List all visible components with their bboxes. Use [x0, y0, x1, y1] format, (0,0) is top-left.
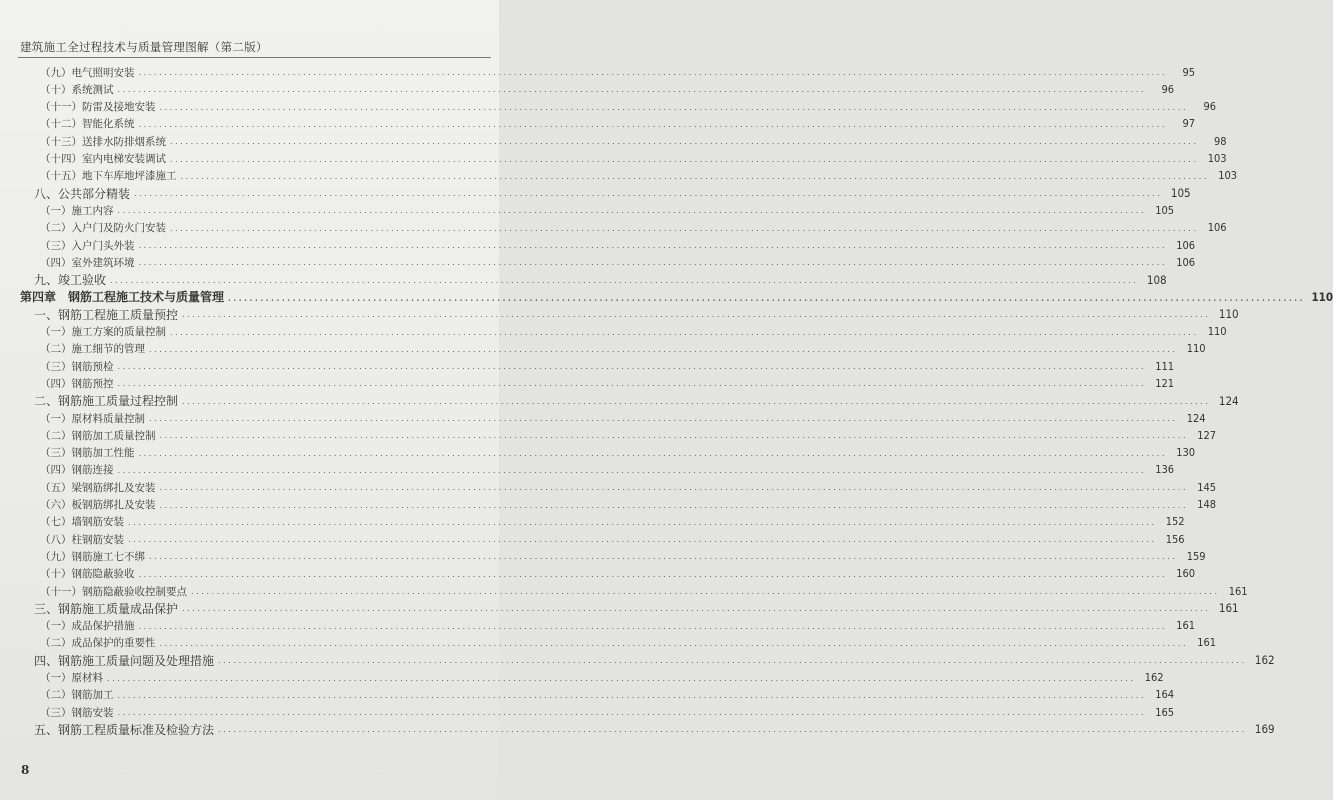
toc-entry-page: 108 — [1146, 272, 1167, 287]
toc-entry-page: 124 — [1218, 393, 1239, 408]
toc-entry-page: 103 — [1207, 152, 1227, 165]
toc-entry[interactable] — [34, 721, 1275, 737]
dot-leader: ........................................................................................................................................................................................................ — [218, 656, 1247, 666]
dot-leader: ........................................................................................................................................................................................................ — [117, 465, 1147, 475]
toc-entry-page: 96 — [1161, 82, 1175, 96]
running-header: 建筑施工全过程技术与质量管理图解（第二版） — [20, 40, 268, 54]
toc-entry-page: 156 — [1165, 532, 1185, 546]
toc-entry-page: 124 — [1186, 411, 1206, 425]
toc-entry[interactable] — [40, 202, 1175, 218]
toc-entry-title: （三）钢筋加工性能 — [40, 447, 135, 460]
toc-entry[interactable] — [40, 445, 1196, 461]
toc-entry-page: 145 — [1197, 480, 1217, 494]
toc-entry-page: 127 — [1197, 428, 1217, 442]
dot-leader: ........................................................................................................................................................................................................ — [107, 673, 1136, 683]
toc-entry[interactable] — [40, 375, 1175, 391]
dot-leader: ........................................................................................................................................................................................................ — [180, 171, 1210, 181]
toc-entry-title: （十一）钢筋隐蔽验收控制要点 — [40, 585, 187, 598]
toc-entry[interactable] — [40, 514, 1185, 530]
toc-entry-title: （五）梁钢筋绑扎及安装 — [40, 481, 156, 494]
toc-entry-title: （十）钢筋隐蔽验收 — [40, 568, 135, 581]
header-rule — [18, 57, 491, 58]
dot-leader: ........................................................................................................................................................................................................ — [170, 137, 1199, 147]
toc-entry-title: （十二）智能化系统 — [40, 118, 135, 131]
toc-entry[interactable] — [40, 531, 1185, 547]
toc-entry-title: （八）柱钢筋安装 — [40, 533, 124, 546]
toc-entry-title: （四）钢筋预控 — [40, 377, 114, 390]
toc-entry[interactable] — [40, 341, 1206, 357]
toc-entry[interactable] — [40, 566, 1196, 582]
toc-entry[interactable] — [40, 427, 1217, 443]
toc-entry-page: 160 — [1176, 567, 1196, 581]
toc-entry-title: （九）钢筋施工七不绑 — [40, 550, 145, 563]
toc-entry-title: （二）入户门及防火门安装 — [40, 222, 166, 235]
dot-leader: ........................................................................................................................................................................................................ — [159, 638, 1189, 648]
toc-entry-title: （十三）送排水防排烟系统 — [40, 135, 166, 148]
toc-entry-title: （一）成品保护措施 — [40, 620, 135, 633]
dot-leader: ........................................................................................................................................................................................................ — [159, 431, 1189, 441]
toc-entry[interactable] — [40, 479, 1217, 495]
toc-entry[interactable] — [40, 99, 1217, 115]
toc-entry-page: 105 — [1155, 203, 1175, 217]
toc-entry-page: 164 — [1155, 688, 1175, 702]
toc-entry-page: 106 — [1176, 238, 1196, 252]
dot-leader: ........................................................................................................................................................................................................ — [228, 292, 1306, 303]
toc-entry[interactable] — [34, 185, 1191, 201]
dot-leader: ........................................................................................................................................................................................................ — [117, 690, 1147, 700]
toc-entry-page: 110 — [1186, 342, 1206, 356]
toc-entry[interactable] — [40, 237, 1196, 253]
dot-leader: ........................................................................................................................................................................................................ — [170, 154, 1199, 164]
toc-entry-page: 169 — [1254, 722, 1275, 737]
toc-entry-page: 148 — [1197, 498, 1217, 511]
toc-entry[interactable] — [34, 306, 1239, 322]
toc-entry[interactable] — [34, 393, 1239, 409]
toc-entry[interactable] — [40, 410, 1206, 426]
dot-leader: ........................................................................................................................................................................................................ — [117, 85, 1147, 95]
toc-entry[interactable] — [20, 289, 1333, 305]
toc-entry[interactable] — [40, 151, 1227, 167]
toc-entry-title: （十一）防雷及接地安装 — [40, 101, 156, 114]
dot-leader: ........................................................................................................................................................................................................ — [159, 483, 1189, 493]
toc-entry[interactable] — [40, 324, 1227, 340]
dot-leader: ........................................................................................................................................................................................................ — [149, 552, 1178, 562]
dot-leader: ........................................................................................................................................................................................................ — [138, 241, 1168, 250]
toc-entry[interactable] — [40, 704, 1175, 720]
toc-entry[interactable] — [34, 600, 1239, 616]
toc-entry-page: 110 — [1207, 325, 1227, 338]
toc-entry[interactable] — [40, 462, 1175, 478]
toc-entry-page: 152 — [1165, 515, 1185, 529]
toc-entry[interactable] — [40, 358, 1175, 374]
toc-entry-page: 111 — [1155, 359, 1175, 373]
toc-entry-page: 161 — [1197, 636, 1217, 650]
dot-leader: ........................................................................................................................................................................................................ — [182, 310, 1211, 320]
dot-leader: ........................................................................................................................................................................................................ — [110, 275, 1139, 285]
toc-entry-page: 121 — [1155, 376, 1175, 390]
toc-entry-page: 103 — [1218, 169, 1238, 183]
toc-entry-title: （三）钢筋预检 — [40, 360, 114, 373]
dot-leader: ........................................................................................................................................................................................................ — [149, 414, 1178, 423]
toc-entry-title: 三、钢筋施工质量成品保护 — [34, 601, 179, 616]
dot-leader: ........................................................................................................................................................................................................ — [138, 258, 1168, 268]
toc-entry-title: 八、公共部分精装 — [34, 186, 131, 201]
dot-leader: ........................................................................................................................................................................................................ — [117, 206, 1147, 216]
dot-leader: ........................................................................................................................................................................................................ — [218, 725, 1247, 735]
toc-entry-title: （二）施工细节的管理 — [40, 343, 145, 356]
dot-leader: ........................................................................................................................................................................................................ — [191, 587, 1220, 596]
dot-leader: ........................................................................................................................................................................................................ — [138, 569, 1168, 579]
toc-entry-page: 130 — [1176, 446, 1196, 460]
toc-entry-page: 105 — [1170, 186, 1191, 201]
toc-entry-page: 97 — [1182, 117, 1196, 131]
toc-entry[interactable] — [40, 64, 1196, 80]
toc-entry[interactable] — [34, 652, 1275, 668]
dot-leader: ........................................................................................................................................................................................................ — [138, 119, 1168, 129]
dot-leader: ........................................................................................................................................................................................................ — [117, 362, 1147, 372]
toc-entry-page: 165 — [1155, 705, 1175, 719]
toc-entry-title: （十五）地下车库地坪漆施工 — [40, 170, 177, 183]
toc-entry-title: （六）板钢筋绑扎及安装 — [40, 499, 156, 511]
toc-entry-page: 161 — [1218, 601, 1239, 616]
toc-entry-title: （一）原材料 — [40, 672, 103, 684]
toc-entry-title: 五、钢筋工程质量标准及检验方法 — [34, 722, 215, 737]
toc-entry-title: 四、钢筋施工质量问题及处理措施 — [34, 653, 215, 668]
toc-entry-page: 159 — [1186, 549, 1206, 563]
toc-entry-page: 110 — [1218, 307, 1239, 322]
toc-entry[interactable] — [40, 548, 1206, 564]
dot-leader: ........................................................................................................................................................................................................ — [170, 327, 1199, 337]
toc-entry[interactable] — [40, 220, 1227, 236]
dot-leader: ........................................................................................................................................................................................................ — [138, 621, 1168, 631]
toc-entry[interactable] — [40, 133, 1227, 149]
dot-leader: ........................................................................................................................................................................................................ — [138, 448, 1168, 458]
toc-entry[interactable] — [40, 168, 1238, 184]
toc-entry-title: （七）墙钢筋安装 — [40, 516, 124, 529]
dot-leader: ........................................................................................................................................................................................................ — [170, 223, 1199, 233]
dot-leader: ........................................................................................................................................................................................................ — [117, 708, 1147, 718]
dot-leader: ........................................................................................................................................................................................................ — [117, 379, 1147, 389]
toc-entry-title: （一）施工内容 — [40, 204, 114, 217]
toc-entry-title: （二）成品保护的重要性 — [40, 637, 156, 650]
dot-leader: ........................................................................................................................................................................................................ — [182, 396, 1211, 406]
toc-entry-title: 第四章 钢筋工程施工技术与质量管理 — [20, 290, 225, 305]
toc-entry[interactable] — [40, 81, 1175, 97]
toc-entry-title: 一、钢筋工程施工质量预控 — [34, 307, 179, 322]
toc-entry-title: （一）原材料质量控制 — [40, 412, 145, 425]
toc-entry-title: （十四）室内电梯安装调试 — [40, 153, 166, 165]
toc-entry-page: 161 — [1228, 584, 1248, 598]
dot-leader: ........................................................................................................................................................................................................ — [182, 604, 1211, 614]
toc-entry-title: （三）钢筋安装 — [40, 706, 114, 719]
toc-entry-page: 161 — [1176, 619, 1196, 633]
toc-entry[interactable] — [40, 670, 1164, 686]
toc-entry-title: （十）系统测试 — [40, 83, 114, 96]
toc-entry-page: 96 — [1203, 100, 1217, 114]
toc-entry-page: 162 — [1254, 653, 1275, 668]
dot-leader: ........................................................................................................................................................................................................ — [159, 500, 1189, 510]
dot-leader: ........................................................................................................................................................................................................ — [128, 535, 1157, 545]
toc-entry-page: 98 — [1214, 134, 1227, 148]
toc-entry[interactable] — [40, 254, 1196, 270]
toc-entry-title: （三）入户门头外装 — [40, 239, 135, 252]
toc-entry-title: 二、钢筋施工质量过程控制 — [34, 394, 179, 409]
toc-entry[interactable] — [34, 272, 1167, 288]
toc-entry-title: 九、竣工验收 — [34, 273, 107, 288]
toc-entry-page: 110 — [1311, 289, 1333, 304]
toc-entry[interactable] — [40, 497, 1217, 513]
dot-leader: ........................................................................................................................................................................................................ — [128, 517, 1157, 527]
page-number: 8 — [21, 763, 30, 777]
dot-leader: ........................................................................................................................................................................................................ — [159, 102, 1189, 112]
toc-entry-page: 106 — [1207, 221, 1227, 235]
toc-entry[interactable] — [40, 618, 1196, 634]
toc-entry-title: （一）施工方案的质量控制 — [40, 326, 166, 338]
toc-entry[interactable] — [40, 687, 1175, 703]
dot-leader: ........................................................................................................................................................................................................ — [134, 189, 1163, 199]
toc-entry-page: 106 — [1176, 255, 1196, 269]
toc-entry[interactable] — [40, 635, 1217, 651]
toc-entry-title: （九）电气照明安装 — [40, 66, 135, 79]
dot-leader: ........................................................................................................................................................................................................ — [138, 68, 1168, 77]
toc-entry-page: 95 — [1182, 65, 1196, 79]
toc-entry-page: 136 — [1155, 463, 1175, 477]
toc-entry-title: （四）钢筋连接 — [40, 464, 114, 477]
toc-entry[interactable] — [40, 583, 1248, 599]
toc-entry-title: （二）钢筋加工 — [40, 689, 114, 702]
toc-entry[interactable] — [40, 116, 1196, 132]
toc-entry-page: 162 — [1144, 671, 1164, 684]
toc-entry-title: （二）钢筋加工质量控制 — [40, 429, 156, 442]
toc-entry-title: （四）室外建筑环境 — [40, 256, 135, 269]
dot-leader: ........................................................................................................................................................................................................ — [149, 344, 1178, 354]
